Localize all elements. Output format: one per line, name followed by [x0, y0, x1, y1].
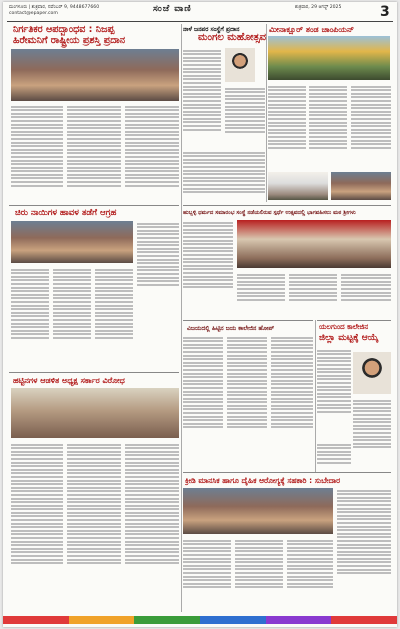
article-3-photo-2 [268, 172, 328, 200]
article-3-photo-3 [331, 172, 391, 200]
article-5-photo [11, 388, 179, 438]
article-1-body-col3 [125, 104, 179, 204]
divider [9, 205, 179, 206]
page-number: 3 [380, 4, 390, 20]
article-9-body-right [337, 488, 391, 610]
divider [9, 372, 179, 373]
masthead-title: ಸಂಜೆ ವಾಣಿ [153, 4, 192, 14]
article-8-body-col2 [353, 398, 391, 472]
article-5-body-col1 [11, 442, 63, 612]
article-6-headline: ಹುಬ್ಬಳ್ಳಿ ಧರ್ಮದ ಸಮಾರಂಭ ಸಂಸ್ಥೆ ನಡೆಯಲಿರುವ ಸ್ಪರ್ಧೆ ಉತ್ಸವದಲ್ಲಿ ಭಾಗವಹಿಸಲು ಮಠ ಶ್ರೀಗಳು [183, 210, 356, 216]
article-5-body-col2 [67, 442, 121, 612]
article-8-body-col3 [317, 442, 351, 472]
article-1-headline: ನಿರ್ಗತಿಕರ ಆಪದ್ಬಾಂಧವ : ನಿಜಪ್ಪ [13, 24, 115, 35]
article-3-body-col1 [268, 84, 306, 172]
article-9-headline: ಕ್ರೀಡಿ ಮಾನಸಿಕ ಹಾಗೂ ದೈಹಿಕ ಆರೋಗ್ಯಕ್ಕೆ ಸಹಕಾರಿ : ಸುಬೇದಾರ [185, 476, 341, 485]
divider [183, 320, 313, 321]
article-2-kicker: ನಾಳೆ ಜನಪರ ಸಂಸ್ಥೆಗೆ ಪ್ರದಾನ [183, 26, 240, 33]
footer-color-bar [3, 616, 397, 624]
masthead-left-line2: contact@epaper.com [9, 10, 58, 16]
article-6-photo [237, 220, 391, 268]
article-8-kicker: ಯಲಗುಂದ ಕಾಲೇಜಿನ [319, 323, 369, 331]
article-7-body-col2 [227, 335, 267, 465]
article-3-body-col2 [309, 84, 347, 172]
article-9-body-col1 [183, 538, 231, 612]
article-9-body-col3 [287, 538, 333, 612]
footer-color-swatch [69, 616, 135, 624]
article-4-body-col1 [11, 267, 49, 367]
masthead-date: ಶುಕ್ರವಾರ, 29 ಆಗಸ್ಟ್ 2025 [295, 5, 342, 10]
article-5-headline: ಹಟ್ಟಿನಗಳ ಆಡಳಿತ ಅಧ್ಯಕ್ಷ ಸರ್ಕಾರ ವಿರೋಧ [13, 376, 125, 385]
article-5-body-col3 [125, 442, 179, 612]
article-6-body-col3 [289, 272, 337, 316]
article-9-photo [183, 488, 333, 534]
article-2-headline: ಮಂಗಲ ಮಹೋತ್ಸವ [198, 32, 267, 43]
article-2-body-col3 [225, 86, 265, 150]
column-divider [315, 320, 316, 472]
footer-color-swatch [266, 616, 332, 624]
article-8-portrait [353, 352, 391, 394]
masthead-contact [9, 5, 129, 16]
article-8-body-col1 [317, 348, 351, 438]
article-6-body-col2 [237, 272, 285, 316]
footer-color-swatch [200, 616, 266, 624]
newspaper-page [3, 2, 397, 627]
column-divider [266, 24, 267, 202]
article-4-body-col2 [53, 267, 91, 367]
article-4-body-right [137, 221, 179, 309]
article-2-body-col1 [183, 48, 221, 148]
masthead-rule [7, 21, 393, 22]
divider [183, 472, 391, 473]
masthead-left-line1: ಮಂಗಳೂರು | ಶುಕ್ರವಾರ, ನವೆಂಬರ್ 9, 9448677660 [9, 5, 100, 10]
article-1-photo [11, 49, 179, 101]
divider [317, 320, 391, 321]
article-3-photo [268, 36, 390, 80]
article-3-headline: ಮೀನಾಕ್ಷೂರ್ ತಂಡ ಚಾಂಪಿಯನ್ [269, 25, 355, 34]
article-1-body-col2 [67, 104, 121, 204]
article-7-headline: ವಿಜಯದಲ್ಲಿ ಹಿಟ್ಟಿನ ಜಯ ಕಾಲೇಜಿನ ಹೋಪ್ [187, 325, 275, 332]
article-9-body-col2 [235, 538, 283, 612]
divider [183, 205, 391, 206]
article-4-body-col3 [95, 267, 133, 367]
footer-color-swatch [3, 616, 69, 624]
article-4-photo [11, 221, 133, 263]
article-2-body-col2 [183, 150, 265, 204]
article-1-subheadline: ಹಿರೇಮನಿಗೆ ರಾಷ್ಟ್ರೀಯ ಪ್ರಶಸ್ತಿ ಪ್ರದಾನ [13, 35, 125, 46]
article-8-headline: ಜಿಲ್ಲಾ ಮಟ್ಟಕ್ಕೆ ಆಯ್ಕೆ [319, 333, 379, 343]
article-6-body-col4 [341, 272, 391, 316]
article-2-portrait [225, 48, 255, 82]
article-7-body-col1 [183, 335, 223, 465]
article-7-body-col3 [271, 335, 313, 465]
article-1-body-col1 [11, 104, 63, 204]
article-3-body-col3 [351, 84, 391, 172]
article-6-body-col1 [183, 220, 233, 316]
footer-color-swatch [331, 616, 397, 624]
article-4-headline: ಚಿರು ನಾಯಿಗಳ ಹಾವಳ ತಡೆಗೆ ಆಗ್ರಹ [15, 208, 117, 218]
footer-color-swatch [134, 616, 200, 624]
column-divider [181, 24, 182, 612]
